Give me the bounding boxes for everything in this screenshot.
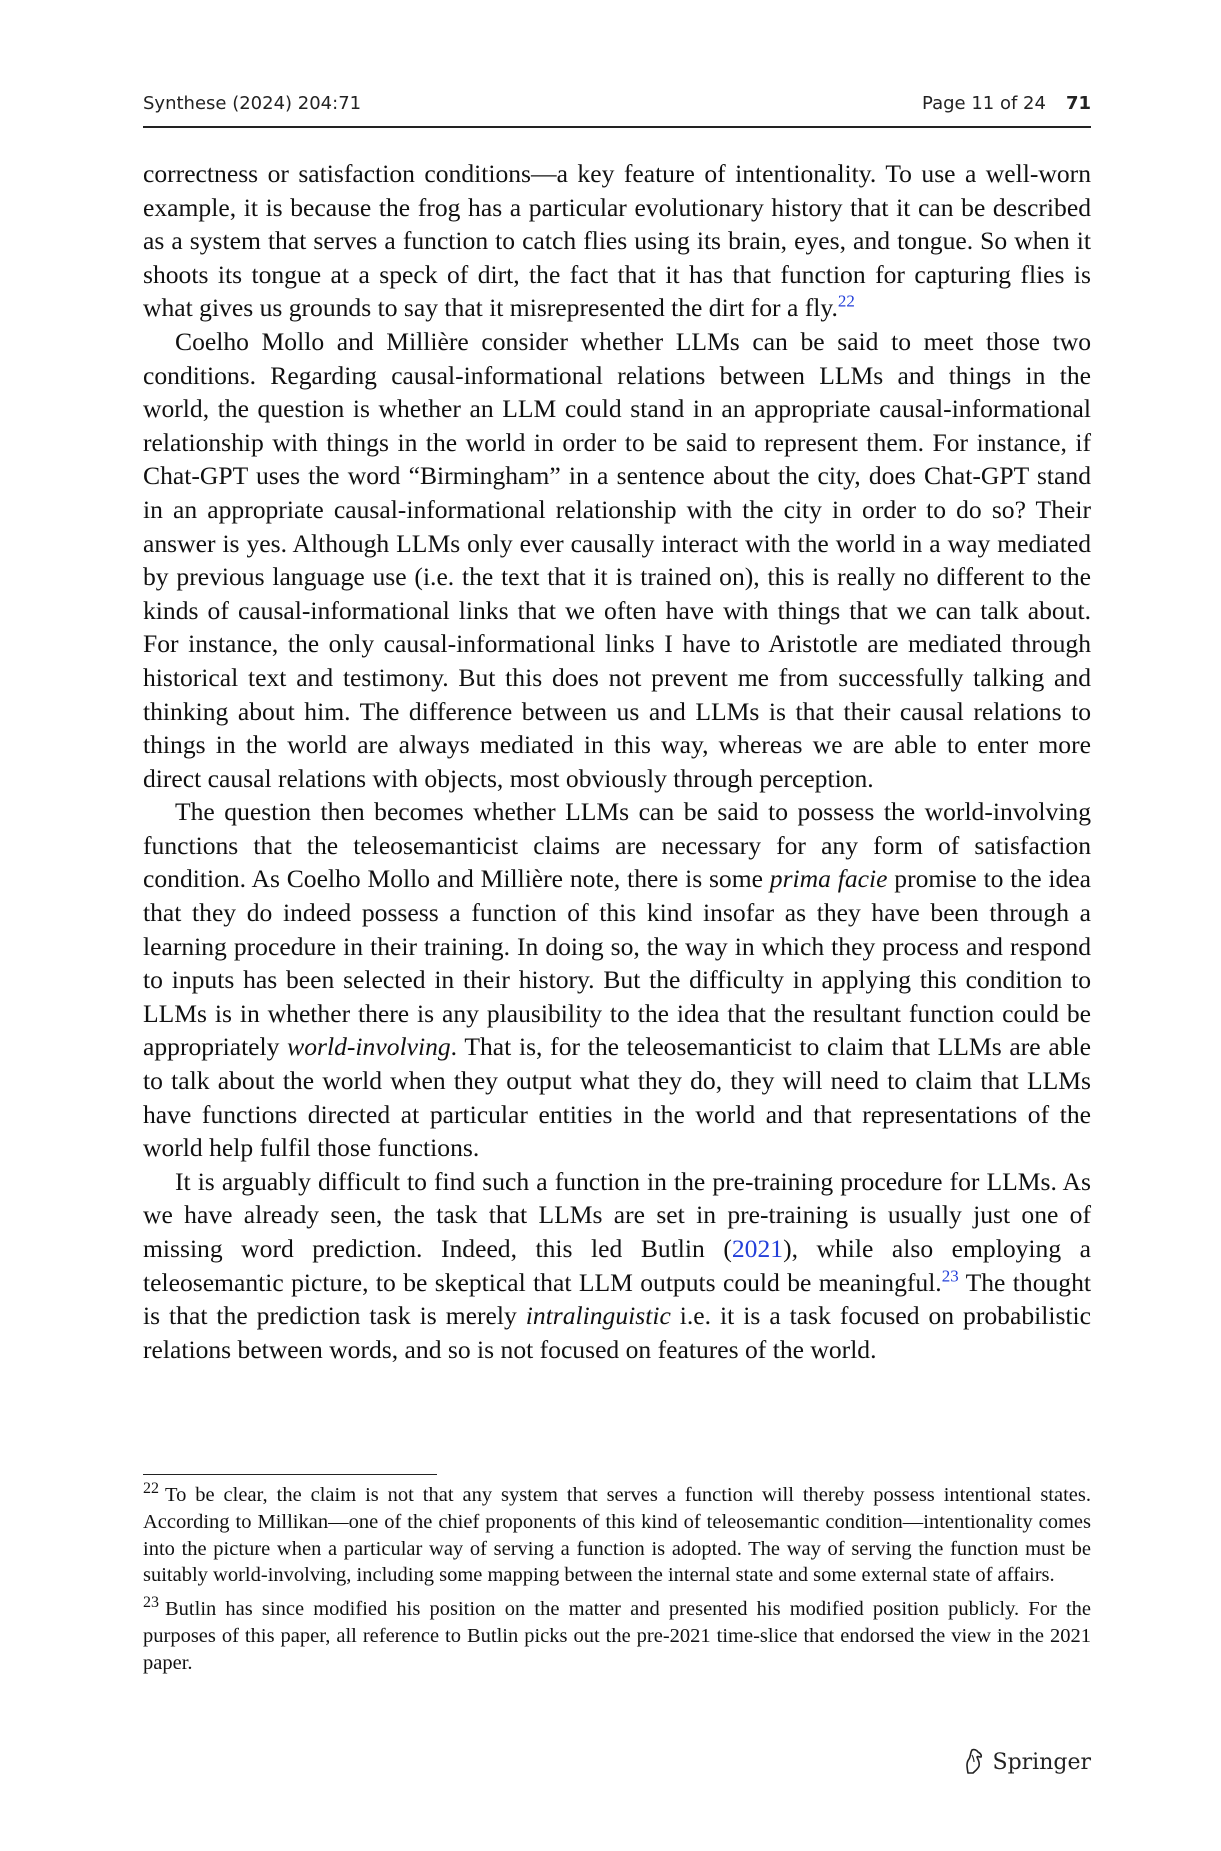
emphasis-prima-facie: prima facie	[769, 864, 888, 894]
footnote-ref-23[interactable]: 23	[941, 1266, 959, 1286]
header-rule	[143, 126, 1091, 128]
paragraph-4-text-d: i.e. it is a task focused on probabilistic relations between words, and so is not focused on features of the world.	[143, 1301, 1092, 1364]
footnote-ref-22[interactable]: 22	[837, 291, 855, 311]
paragraph-4	[143, 1165, 1091, 1367]
footnote-text: Butlin has since modified his position on the matter and presented his modified position publicly. For the purposes of this paper, all reference to Butlin picks out the pre-2021 time-slice that endorsed the view in the 2021 paper.	[143, 1598, 1091, 1674]
emphasis-intralinguistic: intralinguistic	[525, 1301, 671, 1331]
paragraph-3	[143, 795, 1091, 1165]
publisher-name: Springer	[992, 1750, 1091, 1775]
paragraph-2: Coelho Mollo and Millière consider whether LLMs can be said to meet those two conditions. Regarding causal-informational relations between LLMs and things in the world, the question is whether an LLM could stand in an appropriate causal-informational relationship with things in the world in order to be said to represent them. For instance, if Chat-GPT uses the word “Birmingham” in a sentence about the city, does Chat-GPT stand in an appropriate causal-informational relationship with the city in order to do so? Their answer is yes. Although LLMs only ever causally interact with the world in a way mediated by previous language use (i.e. the text that it is trained on), this is really no different to the kinds of causal-informational links that we often have with things that we can talk about. For instance, the only causal-informational links I have to Aristotle are mediated through historical text and testimony. But this does not prevent me from successfully talking and thinking about him. The difference between us and LLMs is that their causal relations to things in the world are always mediated in this way, whereas we are able to enter more direct causal relations with objects, most obviously through perception.	[143, 326, 1091, 793]
page-of-total: Page 11 of 24	[922, 93, 1046, 114]
paragraph-3-text-b: promise to the idea that they do indeed possess a function of this kind insofar as they have been through a learning procedure in their training. In doing so, the way in which they process and respond to inputs has been selected in their history. But the difficulty in applying this condition to LLMs is in whether there is any plausibility to the idea that the resultant function could be appropriately	[143, 864, 1091, 1062]
page-info	[922, 92, 1091, 116]
paragraph-1	[143, 157, 1091, 325]
publisher-logo	[961, 1746, 1092, 1780]
footnote-23	[143, 1596, 1091, 1676]
paragraph-4-text-c: The thought is that the prediction task is merely	[143, 1267, 1091, 1331]
running-head	[143, 92, 1091, 122]
paragraph-3-text-c: . That is, for the teleosemanticist to claim that LLMs are able to talk about the world when they output what they do, they will need to claim that LLMs have functions directed at particular entities in the world and that representations of the world help fulfil those functions.	[143, 1032, 1091, 1163]
footnote-mark: 23	[143, 1594, 159, 1612]
footnotes	[143, 1482, 1091, 1684]
page-number: 71	[1065, 93, 1091, 114]
footnote-mark: 22	[143, 1480, 159, 1498]
footnote-22	[143, 1482, 1091, 1589]
citation-butlin-2021[interactable]: 2021	[731, 1234, 784, 1263]
springer-horse-icon	[961, 1747, 987, 1775]
footnote-rule	[143, 1474, 437, 1475]
paragraph-1-text: correctness or satisfaction conditions—a key feature of intentionality. To use a well-worn example, it is because the frog has a particular evolutionary history that it can be described as a system that serves a function to catch flies using its brain, eyes, and tongue. So when it shoots its tongue at a speck of dirt, the fact that it has that function for capturing flies is what gives us grounds to say that it misrepresented the dirt for a fly.	[143, 159, 1091, 323]
emphasis-world-involving: world-involving	[287, 1032, 451, 1062]
paragraph-4-text-b: ), while also employing a teleosemantic picture, to be skeptical that LLM outputs could be meaningful.	[143, 1234, 1091, 1297]
main-text	[143, 157, 1091, 1366]
paper-page	[143, 0, 1091, 1851]
paragraph-3-text-a: The question then becomes whether LLMs can be said to possess the world-involving functions that the teleosemanticist claims are necessary for any form of satisfaction condition. As Coelho Mollo and Millière note, there is some	[143, 797, 1091, 894]
journal-citation: Synthese (2024) 204:71	[143, 93, 362, 114]
paragraph-4-text-a: It is arguably difficult to find such a function in the pre-training procedure for LLMs. As we have already seen, the task that LLMs are set in pre-training is usually just one of missing word prediction. Indeed, this led Butlin (	[143, 1166, 1091, 1263]
footnote-text: To be clear, the claim is not that any system that serves a function will thereby possess intentional states. According to Millikan—one of the chief proponents of this kind of teleosemantic condition—intentionality comes into the picture when a particular way of serving a function is adopted. The way of serving the function must be suitably world-involving, including some mapping between the internal state and some external state of affairs.	[143, 1484, 1091, 1587]
